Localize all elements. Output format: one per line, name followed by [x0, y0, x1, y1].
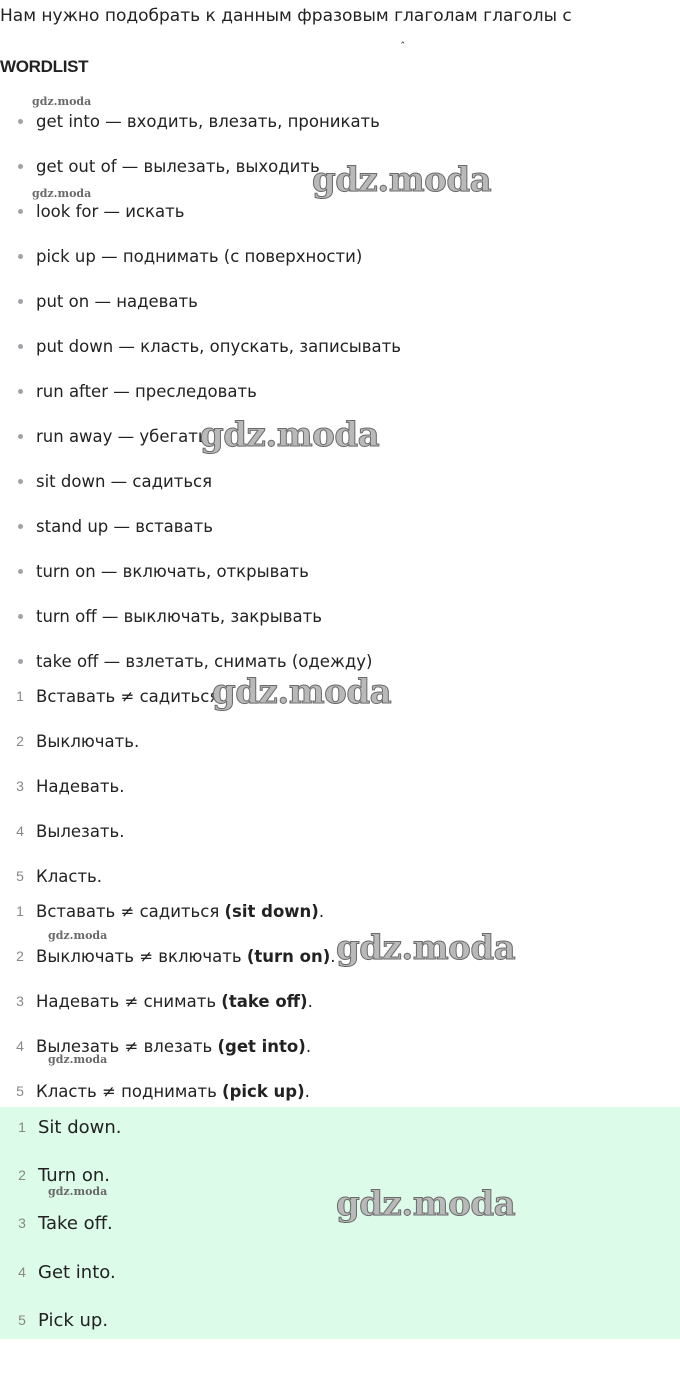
answer-number: 4	[18, 1264, 26, 1280]
item-pre: Класть ≠ поднимать	[36, 1081, 223, 1101]
watermark-big: gdz.moda	[336, 928, 516, 968]
answer-number: 1	[18, 1119, 26, 1135]
answer-number: 3	[18, 1215, 26, 1231]
item-post: .	[307, 991, 313, 1011]
phrasal-verb: (turn on)	[246, 946, 331, 966]
bullet-dot	[18, 344, 23, 349]
phrasal-verb: (sit down)	[224, 901, 319, 921]
phrasal-verb: (pick up)	[222, 1081, 305, 1101]
bullet-dot	[18, 659, 23, 664]
caret-mark: ˆ	[400, 40, 406, 53]
watermark-small: gdz.moda	[48, 1185, 108, 1198]
bullet-dot	[18, 119, 23, 124]
watermark-small: gdz.moda	[48, 929, 108, 942]
bullet-dot	[18, 434, 23, 439]
item-post: .	[304, 1081, 310, 1101]
bullet-dot	[18, 164, 23, 169]
bullet-dot	[18, 524, 23, 529]
bullet-dot	[18, 299, 23, 304]
answer-text: Turn on.	[38, 1164, 111, 1186]
item-post: .	[305, 1036, 312, 1056]
wordlist-heading: WORDLIST	[0, 57, 89, 76]
wordlist-item-text: stand up — вставать	[36, 516, 213, 536]
watermark-small: gdz.moda	[32, 95, 92, 108]
bullet-dot	[18, 479, 23, 484]
item-number: 2	[16, 948, 24, 964]
item-text	[36, 902, 324, 921]
wordlist-item-text: get into — входить, влезать, проникать	[36, 111, 380, 131]
item-text: Выключать.	[36, 731, 140, 751]
item-number: 1	[16, 903, 24, 919]
wordlist-item-text: run after — преследовать	[36, 381, 257, 401]
bullet-dot	[18, 209, 23, 214]
item-number: 2	[16, 733, 24, 749]
wordlist-item-text: look for — искать	[36, 201, 185, 221]
phrasal-verb: (get into)	[217, 1036, 306, 1056]
item-text: Вылезать.	[36, 821, 125, 841]
answer-text: Take off.	[38, 1212, 113, 1234]
item-number: 3	[16, 993, 24, 1009]
wordlist-item-text: run away — убегать	[36, 426, 208, 446]
watermark-big: gdz.moda	[200, 415, 380, 455]
item-number: 4	[16, 823, 24, 839]
item-text: Вставать ≠ садиться.	[36, 686, 225, 706]
answer-text: Get into.	[38, 1261, 116, 1283]
item-text: Надевать.	[36, 776, 125, 796]
item-number: 5	[16, 868, 24, 884]
wordlist-item-text: turn off — выключать, закрывать	[36, 606, 322, 626]
item-pre: Вылезать ≠ влезать	[36, 1036, 218, 1056]
bullet-dot	[18, 614, 23, 619]
watermark-big: gdz.moda	[212, 672, 392, 712]
bullet-dot	[18, 389, 23, 394]
item-number: 3	[16, 778, 24, 794]
item-pre: Надевать ≠ снимать	[36, 991, 222, 1011]
item-number: 5	[16, 1083, 24, 1099]
watermark-big: gdz.moda	[312, 160, 492, 200]
phrasal-verb: (take off)	[221, 991, 308, 1011]
wordlist-item-text: put on — надевать	[36, 291, 198, 311]
intro-text: Нам нужно подобрать к данным фразовым глаголам глаголы с	[0, 6, 572, 26]
wordlist-item-text: turn on — включать, открывать	[36, 561, 309, 581]
item-text	[36, 1082, 310, 1101]
bullet-dot	[18, 254, 23, 259]
item-text: Класть.	[36, 866, 103, 886]
wordlist-item-text: pick up — поднимать (с поверхности)	[36, 246, 363, 266]
watermark-big: gdz.moda	[336, 1184, 516, 1224]
item-post: .	[318, 901, 325, 921]
item-number: 4	[16, 1038, 24, 1054]
item-number: 1	[16, 688, 24, 704]
watermark-small: gdz.moda	[32, 187, 92, 200]
wordlist-item-text: take off — взлетать, снимать (одежду)	[36, 651, 373, 671]
answer-text: Pick up.	[38, 1309, 109, 1331]
wordlist-item-text: sit down — садиться	[36, 471, 213, 491]
answer-text: Sit down.	[38, 1116, 122, 1138]
answer-number: 2	[18, 1167, 26, 1183]
bullet-dot	[18, 569, 23, 574]
watermark-small: gdz.moda	[48, 1053, 108, 1066]
wordlist-item-text: get out of — вылезать, выходить	[36, 156, 320, 176]
item-post: .	[330, 946, 336, 966]
answer-number: 5	[18, 1312, 26, 1328]
item-text	[36, 947, 336, 966]
item-text	[36, 992, 313, 1011]
item-pre: Выключать ≠ включать	[36, 946, 247, 966]
item-pre: Вставать ≠ садиться	[36, 901, 225, 921]
wordlist-item-text: put down — класть, опускать, записывать	[36, 336, 401, 356]
